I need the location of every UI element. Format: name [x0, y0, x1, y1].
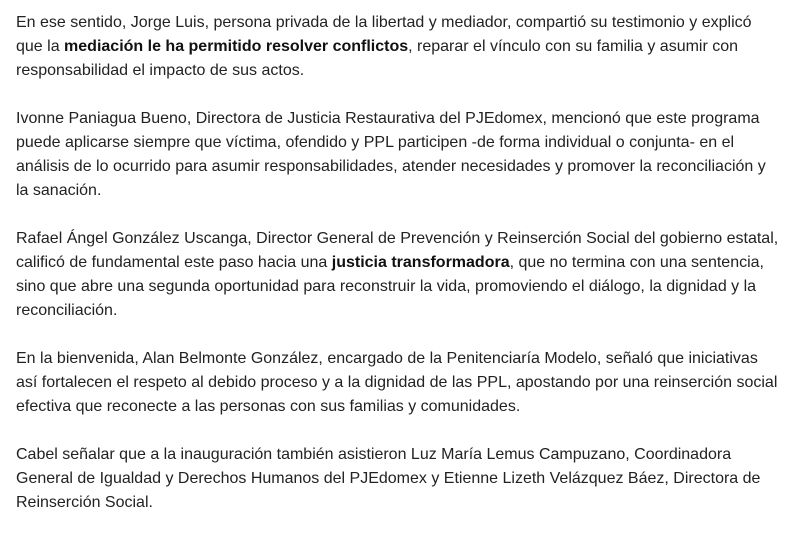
paragraph-text: En ese sentido, Jorge Luis, persona privada de la libertad y mediador, compartió su testimonio y explicó que la [16, 14, 752, 55]
paragraph-restorative-justice: Ivonne Paniagua Bueno, Directora de Justicia Restaurativa del PJEdomex, mencionó que este programa puede aplicarse siempre que víctima, ofendido y PPL participen -de forma individual o conjunta- en el análisis de lo ocurrido para asumir responsabilidades, atender necesidades y promover la reconciliación y la sanación. [16, 110, 766, 199]
paragraph-testimony [16, 11, 780, 83]
paragraph-text: , que no termina con una sentencia, sino que abre una segunda oportunidad para reconstruir la vida, promoviendo el diálogo, la dignidad y la reconciliación. [16, 254, 764, 319]
paragraph-text: Rafael Ángel González Uscanga, Director General de Prevención y Reinserción Social del gobierno estatal, calificó de fundamental este paso hacia una [16, 230, 779, 271]
paragraph-transformative-justice [16, 227, 780, 323]
bold-phrase-mediation: mediación le ha permitido resolver conflictos [64, 38, 409, 55]
paragraph-welcome: En la bienvenida, Alan Belmonte González, encargado de la Penitenciaría Modelo, señaló que iniciativas así fortalecen el respeto al debido proceso y a la dignidad de las PPL, apostando por una reinserción social efectiva que reconecte a las personas con sus familias y comunidades. [16, 350, 778, 415]
paragraph-attendees: Cabel señalar que a la inauguración también asistieron Luz María Lemus Campuzano, Coordinadora General de Igualdad y Derechos Humanos del PJEdomex y Etienne Lizeth Velázquez Báez, Directora de Reinserción Social. [16, 446, 761, 511]
bold-phrase-justice: justicia transformadora [331, 254, 510, 271]
paragraph-text: , reparar el vínculo con su familia y asumir con responsabilidad el impacto de sus actos. [16, 38, 739, 79]
